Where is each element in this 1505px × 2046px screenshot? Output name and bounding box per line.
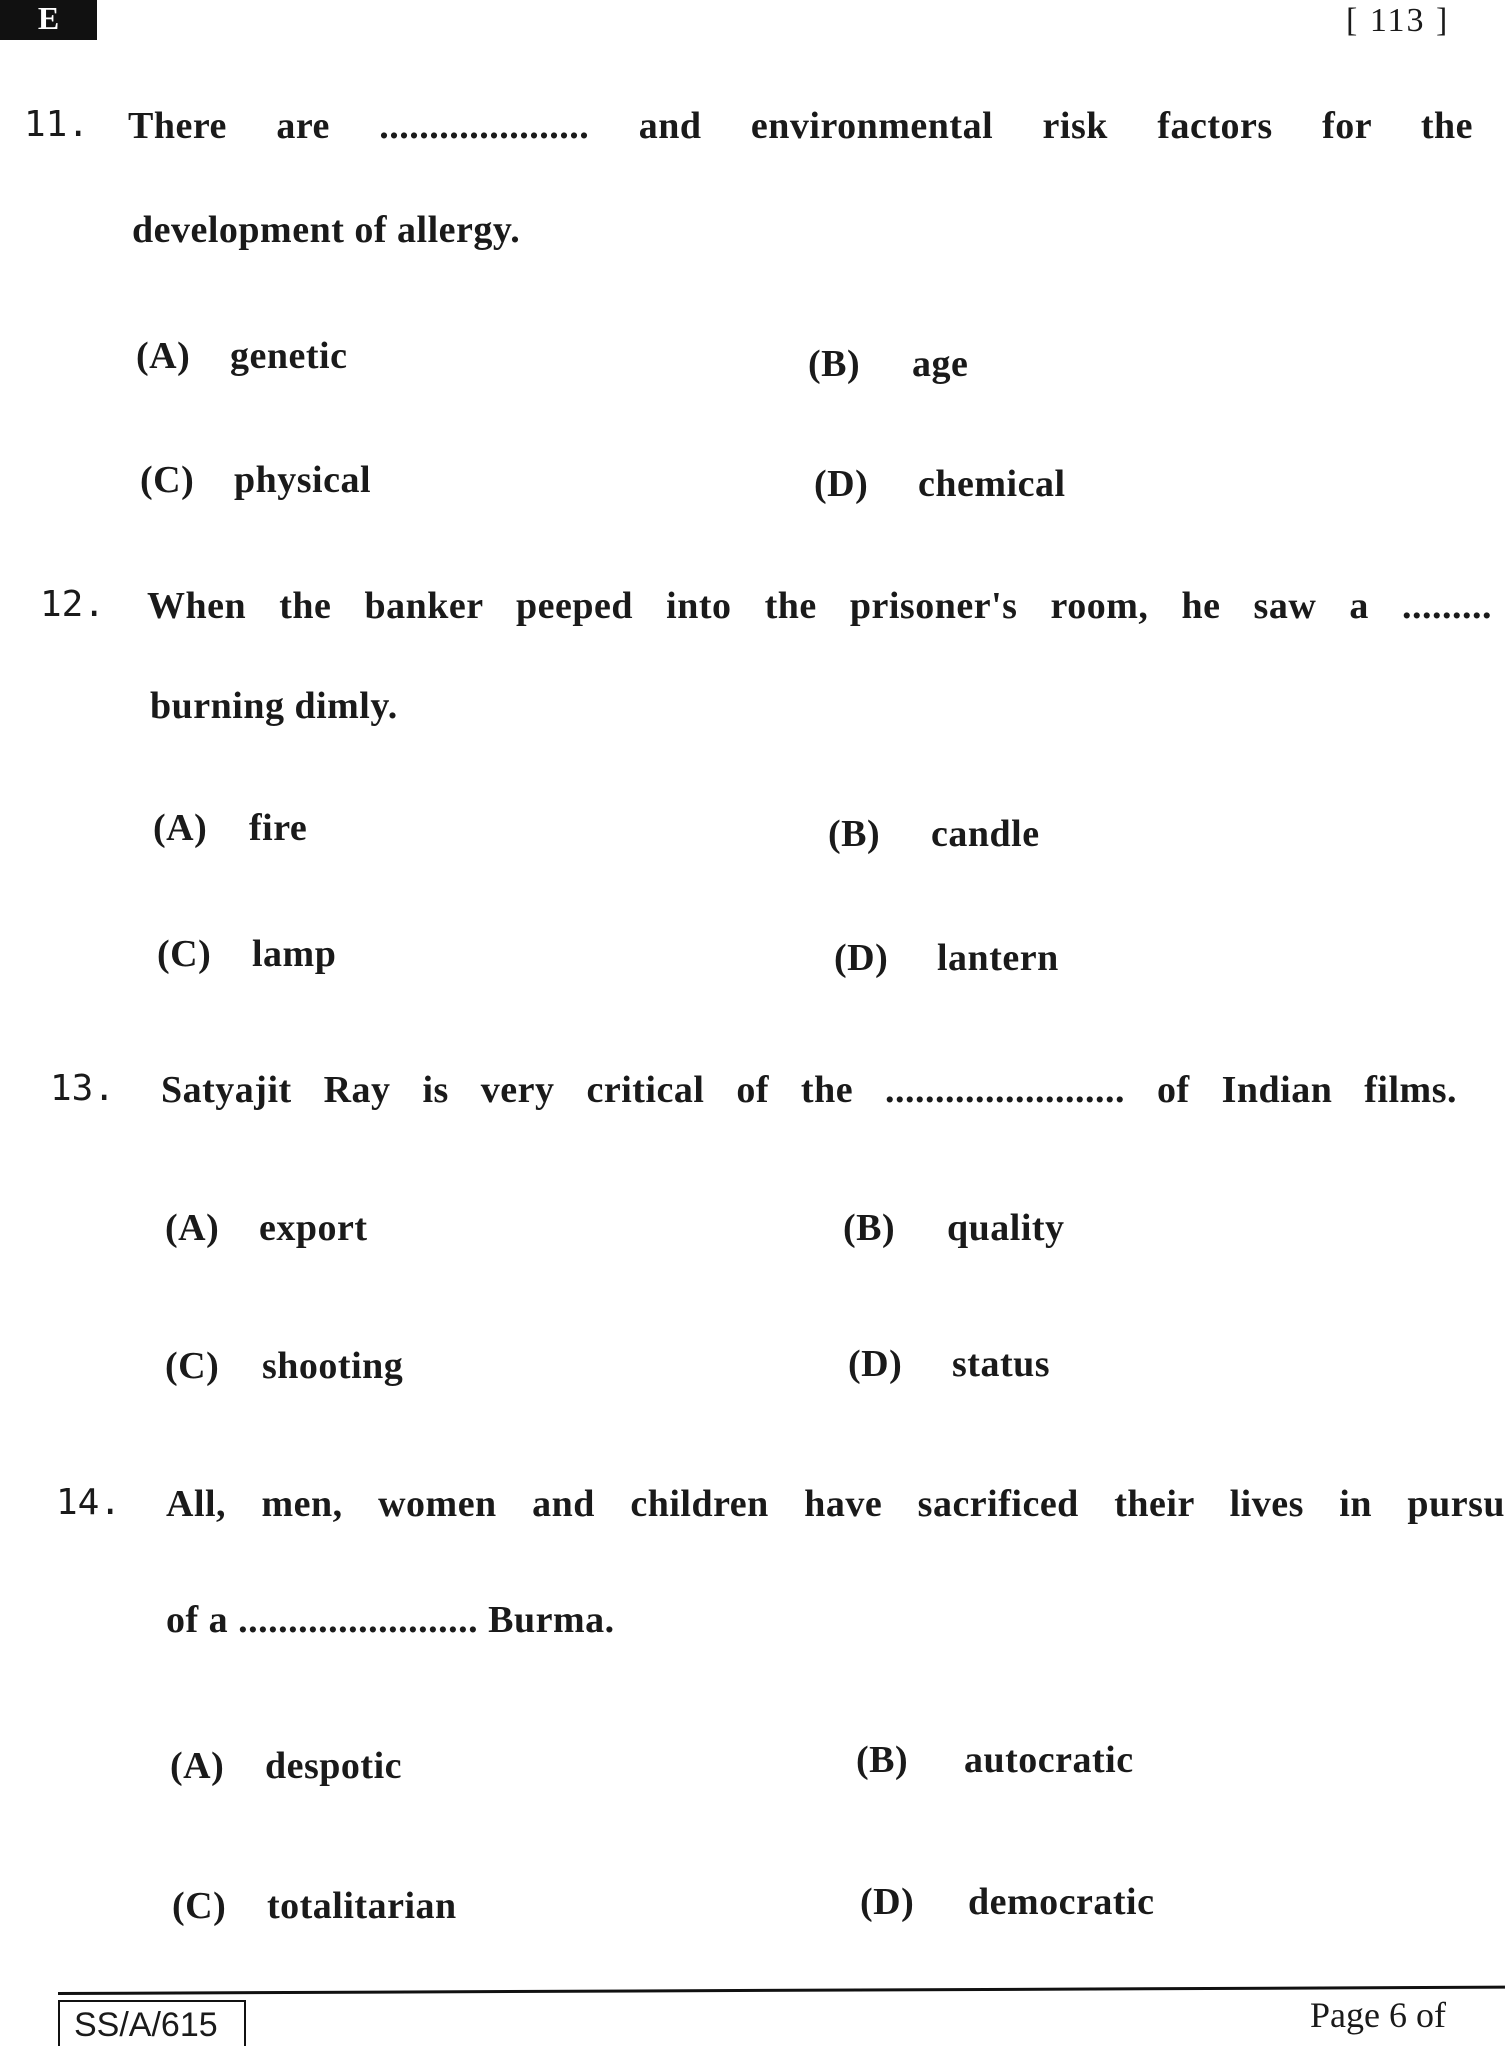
footer-rule <box>58 1986 1505 1995</box>
option-label: (D) <box>848 1343 903 1385</box>
option-label: (B) <box>808 343 861 385</box>
option-a: genetic <box>230 335 348 377</box>
option-d: lantern <box>937 937 1059 979</box>
page-code: [ 113 ] <box>1346 2 1450 39</box>
option-label: (B) <box>828 813 881 855</box>
option-b: autocratic <box>964 1739 1134 1781</box>
option-label: (C) <box>165 1345 220 1387</box>
option-c: lamp <box>252 933 337 975</box>
option-b: age <box>912 343 969 385</box>
option-label: (D) <box>814 463 869 505</box>
option-a: export <box>259 1207 368 1249</box>
set-badge: E <box>0 0 97 40</box>
question-stem: All, men, women and children have sacrificed their lives in pursu <box>166 1483 1505 1525</box>
option-label: (A) <box>136 335 191 377</box>
paper-code: SS/A/615 <box>58 2000 246 2046</box>
option-label: (C) <box>140 459 195 501</box>
question-stem: When the banker peeped into the prisoner's room, he saw a ......... <box>147 585 1492 627</box>
question-stem: There are ..................... and environmental risk factors for the <box>128 105 1473 147</box>
option-label: (A) <box>153 807 208 849</box>
option-label: (D) <box>834 937 889 979</box>
option-label: (C) <box>172 1885 227 1927</box>
option-label: (C) <box>157 933 212 975</box>
option-label: (A) <box>170 1745 225 1787</box>
question-stem-cont: burning dimly. <box>150 685 398 727</box>
option-label: (B) <box>843 1207 896 1249</box>
option-c: totalitarian <box>267 1885 457 1927</box>
question-stem: Satyajit Ray is very critical of the ........................ of Indian films. <box>161 1069 1457 1111</box>
option-d: status <box>952 1343 1051 1385</box>
option-label: (D) <box>860 1881 915 1923</box>
option-a: despotic <box>265 1745 402 1787</box>
option-d: democratic <box>968 1881 1155 1923</box>
question-number: 11. <box>24 104 90 145</box>
page-number: Page 6 of <box>1310 1995 1446 2035</box>
question-stem-cont: of a ........................ Burma. <box>166 1599 615 1641</box>
option-c: physical <box>234 459 372 501</box>
option-label: (A) <box>165 1207 220 1249</box>
option-c: shooting <box>262 1345 404 1387</box>
question-stem-cont: development of allergy. <box>132 209 521 251</box>
option-label: (B) <box>856 1739 909 1781</box>
question-number: 13. <box>50 1068 116 1109</box>
option-b: candle <box>931 813 1040 855</box>
option-a: fire <box>249 807 308 849</box>
option-d: chemical <box>918 463 1066 505</box>
question-number: 14. <box>56 1482 122 1523</box>
question-number: 12. <box>40 584 106 625</box>
option-b: quality <box>947 1207 1065 1249</box>
